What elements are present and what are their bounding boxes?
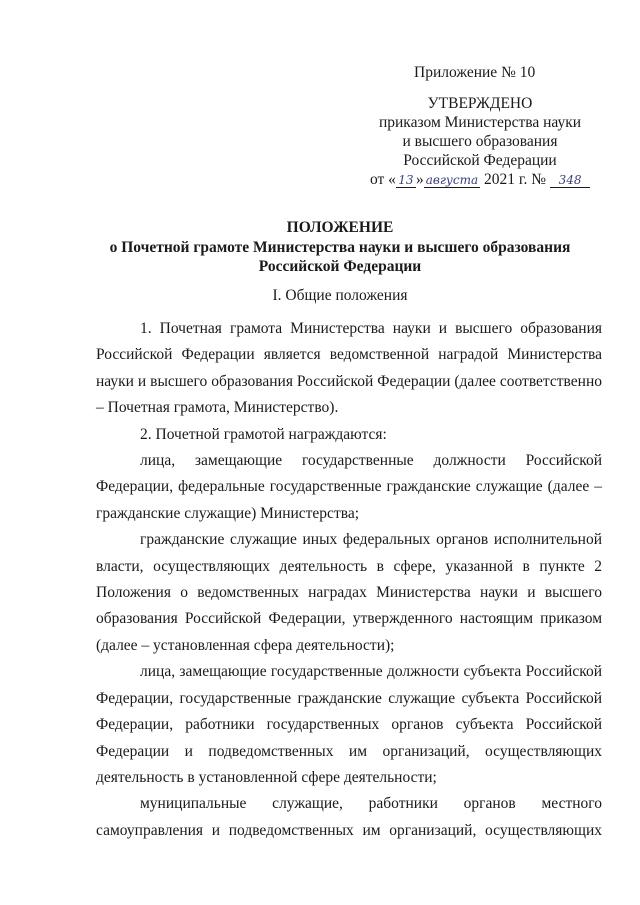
approval-block	[360, 94, 600, 189]
order-line-2: и высшего образования	[402, 133, 558, 150]
order-line-1: приказом Министерства науки	[378, 114, 582, 131]
title-line-1: ПОЛОЖЕНИЕ	[286, 219, 394, 236]
appendix-label: Приложение № 10	[414, 64, 536, 81]
paragraph-4: гражданские служащие иных федеральных органов исполнительной власти, осуществляющих деятельность в сфере, указанной в пункте 2 Положения о ведомственных наградах Министерства науки и высшего образования Российской Федерации, утвержденного настоящим приказом (далее – установленная сфера деятельности);	[96, 531, 602, 654]
title-line-2: о Почетной грамоте Министерства науки и высшего образования	[109, 238, 571, 256]
document-title	[80, 218, 600, 277]
paragraph-6: муниципальные служащие, работники органов местного самоуправления и подведомственных им организаций, осуществляющих	[96, 795, 602, 839]
handwritten-month: августа	[425, 173, 479, 187]
date-year: 2021 г. №	[483, 171, 547, 188]
handwritten-order-number: 348	[550, 173, 590, 188]
date-mid: »	[415, 171, 424, 188]
date-prefix: от «	[369, 171, 396, 188]
handwritten-day: 13	[396, 173, 416, 188]
paragraph-5: лица, замещающие государственные должности субъекта Российской Федерации, государственные гражданские служащие субъекта Российской Федерации, работники государственных органов субъекта Российской Федерации и подведомственных им организаций, осуществляющих деятельность в установленной сфере деятельности;	[96, 663, 602, 786]
order-date-line	[360, 170, 600, 189]
title-line-3: Российской Федерации	[258, 258, 422, 275]
paragraph-2: 2. Почетной грамотой награждаются:	[140, 425, 387, 443]
paragraph-3: лица, замещающие государственные должности Российской Федерации, федеральные государственные гражданские служащие (далее – гражданские служащие) Министерства;	[96, 452, 602, 522]
document-body	[96, 316, 602, 844]
section-heading: I. Общие положения	[272, 287, 408, 304]
order-line-3: Российской Федерации	[403, 152, 557, 169]
approved-label: УТВЕРЖДЕНО	[427, 95, 533, 112]
paragraph-1: 1. Почетная грамота Министерства науки и высшего образования Российской Федерации является ведомственной наградой Министерства науки и высшего образования Российской Федерации (далее соответственно – Почетная грамота, Министерство).	[96, 320, 602, 417]
